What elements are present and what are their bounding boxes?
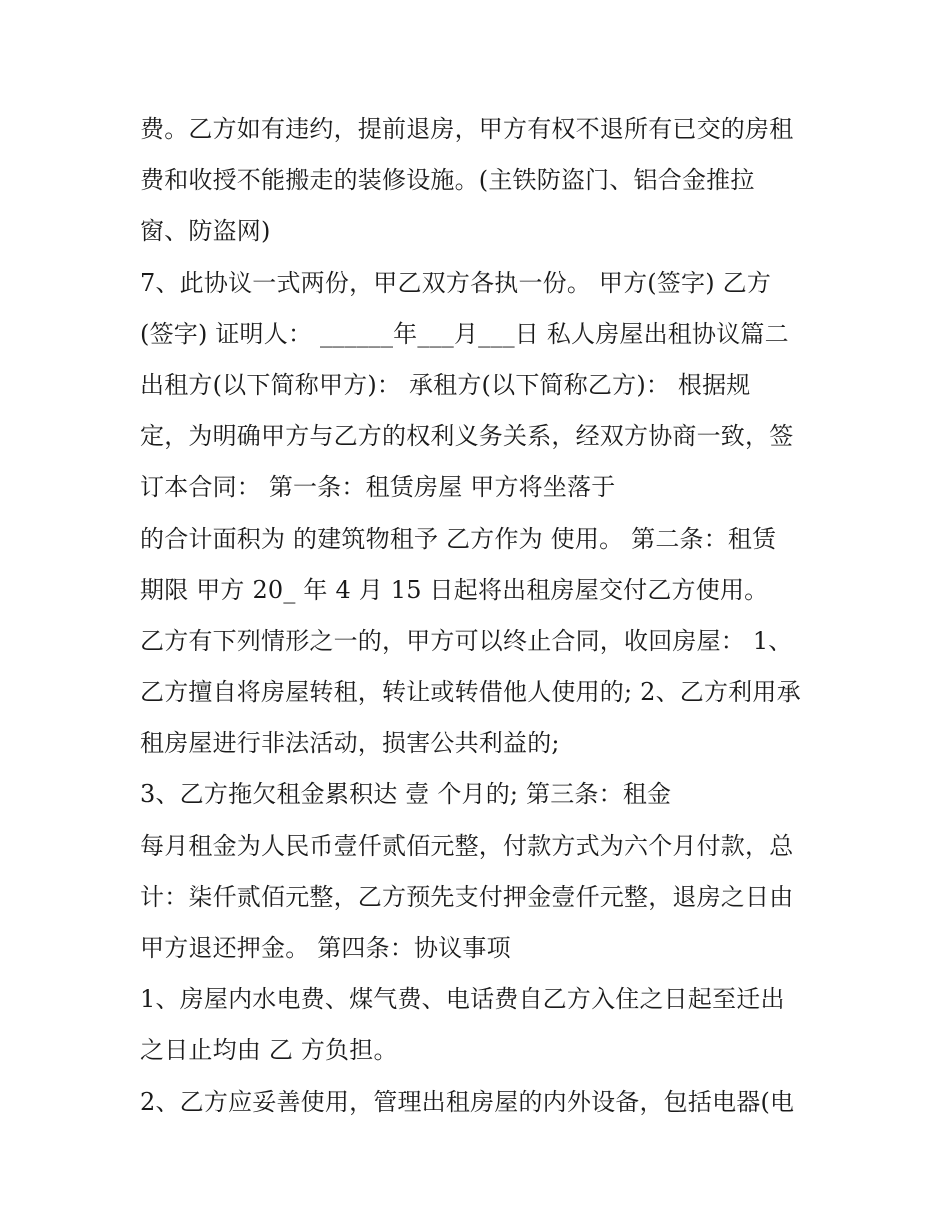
text-line: 1、房屋内水电费、煤气费、电话费自乙方入住之日起至迁出 xyxy=(140,985,785,1014)
text-line: 乙方有下列情形之一的，甲方可以终止合同，收回房屋： 1、 xyxy=(140,626,793,655)
text-line: 定，为明确甲方与乙方的权利义务关系，经双方协商一致，签 xyxy=(140,422,794,451)
text-line: 之日止均由 乙 方负担。 xyxy=(140,1036,398,1065)
text-line: 费。乙方如有违约，提前退房，甲方有权不退所有已交的房租 xyxy=(140,115,794,143)
text-line: 乙方擅自将房屋转租，转让或转借他人使用的; 2、乙方利用承 xyxy=(140,678,801,707)
text-line: 期限 甲方 20_ 年 4 月 15 日起将出租房屋交付乙方使用。 xyxy=(140,575,769,604)
text-line: 3、乙方拖欠租金累积达 壹 个月的; 第三条：租金 xyxy=(140,780,672,809)
text-line: 窗、防盗网) xyxy=(140,217,271,246)
text-line: 每月租金为人民币壹仟贰佰元整，付款方式为六个月付款，总 xyxy=(140,831,794,860)
text-line: 费和收授不能搬走的装修设施。(主铁防盗门、铝合金推拉 xyxy=(140,166,755,195)
text-line: 的合计面积为 的建筑物租予 乙方作为 使用。 第二条：租赁 xyxy=(140,524,777,553)
text-line: 2、乙方应妥善使用，管理出租房屋的内外设备，包括电器(电 xyxy=(140,1087,795,1116)
text-line: 甲方退还押金。 第四条：协议事项 xyxy=(140,934,511,962)
text-line: 出租方(以下简称甲方)： 承租方(以下简称乙方)： 根据规 xyxy=(140,370,751,399)
text-line: 7、此协议一式两份，甲乙双方各执一份。 甲方(签字) 乙方 xyxy=(140,268,772,297)
text-line: (签字) 证明人： ______年___月___日 私人房屋出租协议篇二 xyxy=(140,319,789,348)
document-body xyxy=(140,104,820,1128)
text-line: 租房屋进行非法活动，损害公共利益的; xyxy=(140,729,560,758)
text-line: 计：柒仟贰佰元整，乙方预先支付押金壹仟元整，退房之日由 xyxy=(140,882,794,911)
text-line: 订本合同： 第一条：租赁房屋 甲方将坐落于 xyxy=(140,473,616,502)
